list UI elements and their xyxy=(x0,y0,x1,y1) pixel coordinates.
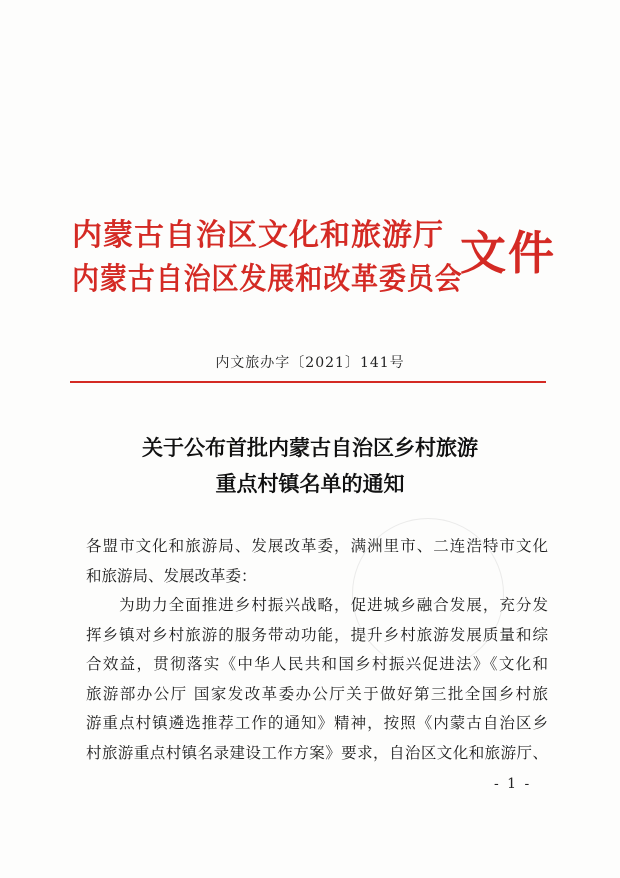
body-line-1: 各盟市文化和旅游局、发展改革委，满洲里市、二连浩特市文化 xyxy=(86,537,548,555)
page-number: - 1 - xyxy=(494,776,532,792)
document-number: 内文旅办字〔2021〕141号 xyxy=(215,355,405,371)
document-type-label: 文件 xyxy=(460,226,556,280)
body-line-4: 挥乡镇对乡村旅游的服务带动功能，提升乡村旅游发展质量和综 xyxy=(86,625,548,644)
body-line-5: 合效益，贯彻落实《中华人民共和国乡村振兴促进法》《文化和 xyxy=(86,655,548,673)
notice-title xyxy=(0,430,620,502)
body-line-6: 旅游部办公厅 国家发改革委办公厅关于做好第三批全国乡村旅 xyxy=(86,684,548,703)
issuer-line-culture-tourism: 内蒙古自治区文化和旅游厅 xyxy=(72,218,444,253)
body-line-7: 游重点村镇遴选推荐工作的通知》精神，按照《内蒙古自治区乡 xyxy=(86,714,548,732)
notice-body xyxy=(86,532,548,768)
notice-title-line-1: 关于公布首批内蒙古自治区乡村旅游 xyxy=(142,435,478,460)
body-line-3: 为助力全面推进乡村振兴战略，促进城乡融合发展，充分发 xyxy=(86,596,548,614)
body-line-8: 村旅游重点村镇名录建设工作方案》要求，自治区文化和旅游厅、 xyxy=(86,743,548,762)
red-divider-line xyxy=(70,381,546,383)
issuer-block xyxy=(72,214,472,302)
issuer-line-development-reform: 内蒙古自治区发展和改革委员会 xyxy=(72,262,463,297)
body-line-2: 和旅游局、发展改革委： xyxy=(86,566,257,585)
notice-title-line-2: 重点村镇名单的通知 xyxy=(215,471,405,496)
